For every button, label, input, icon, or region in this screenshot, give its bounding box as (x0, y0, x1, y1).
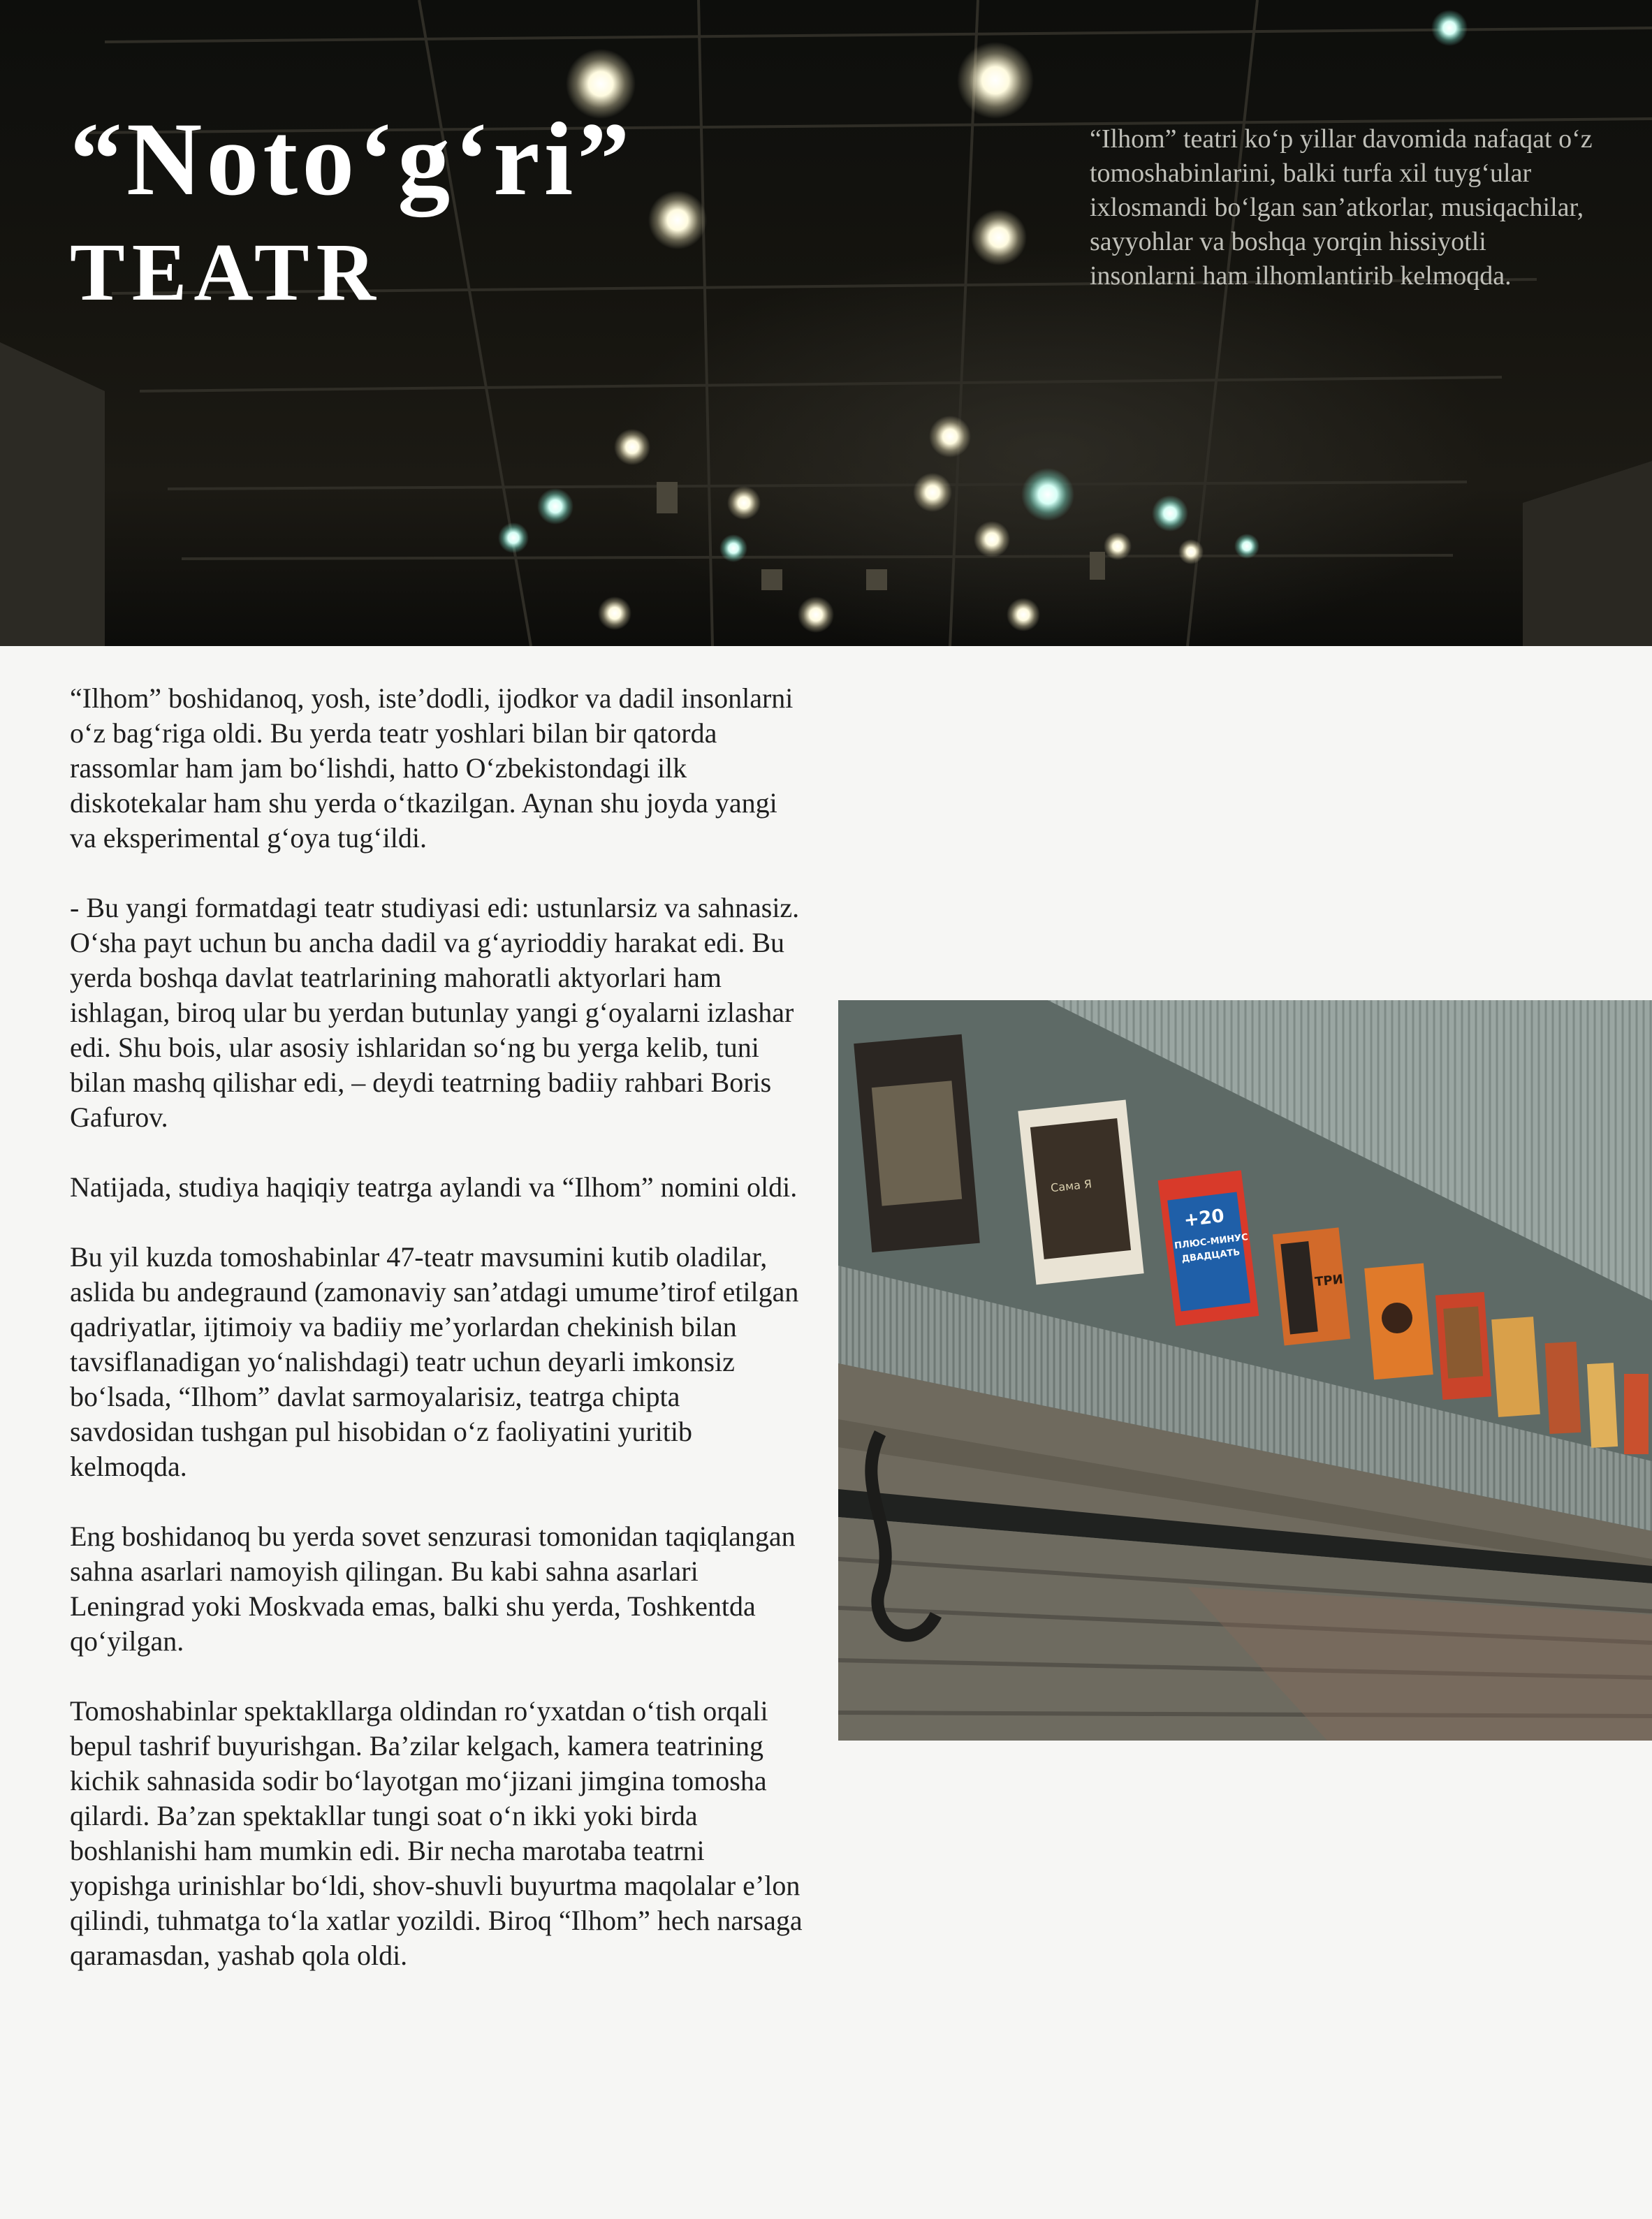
poster-8 (1545, 1342, 1581, 1434)
poster-3-number: +20 (1183, 1206, 1226, 1231)
poster-2-caption: Сама Я (1050, 1177, 1092, 1195)
header-photo (0, 0, 1652, 646)
stairway-photo (838, 1000, 1652, 1741)
poster-7 (1491, 1317, 1540, 1417)
paragraph-5: Eng boshidanoq bu yerda sovet senzurasi tomonidan taqiqlangan sahna asarlari namoyish qilingan. Bu kabi sahna asarlari Leningrad yoki Moskvada emas, balki shu yerda, Toshkentda qo‘yilgan. (70, 1521, 796, 1657)
title-line-teatr: TEATR (70, 226, 383, 318)
intro-text: “Ilhom” teatri ko‘p yillar davomida nafaqat o‘z tomoshabinlarini, balki turfa xil tuyg‘ular ixlosmandi bo‘lgan san’atkorlar, musiqachilar, sayyohlar va boshqa yorqin hissiyotli insonlarni ham ilhomlantirib kelmoqda. (1090, 124, 1593, 291)
poster-4-title: ТРИ (1314, 1272, 1344, 1290)
article-body (70, 681, 810, 2008)
paragraph-3: Natijada, studiya haqiqiy teatrga aylandi va “Ilhom” nomini oldi. (70, 1171, 798, 1203)
poster-10 (1624, 1374, 1649, 1454)
paragraph-4: Bu yil kuzda tomoshabinlar 47-teatr mavsumini kutib oladilar, aslida bu andegraund (zamonaviy san’atdagi umume’tirof etilgan qadriyatlar, ijtimoiy va badiiy me’yorlardan chekinish bilan tavsiflanadigan yo‘nalishdagi) teatr uchun deyarli imkonsiz bo‘lsada, “Ilhom” davlat sarmoyalarisiz, teatrga chipta savdosidan tushgan pul hisobidan o‘z faoliyatini yuritib kelmoqda. (70, 1241, 799, 1482)
page-title (70, 101, 634, 318)
theater-ceiling-lights (0, 0, 1652, 646)
paragraph-6: Tomoshabinlar spektakllarga oldindan ro‘yxatdan o‘tish orqali bepul tashrif buyurishgan. Ba’zilar kelgach, kamera teatrining kichik sahnasida sodir bo‘layotgan mo‘jizani jimgina tomosha qilardi. Ba’zan spektakllar tungi soat o‘n ikki yoki birda boshlanishi ham mumkin edi. Bir necha marotaba teatrni yopishga urinishlar bo‘ldi, shov-shuvli buyurtma maqolalar e’lon qilindi, tuhmatga to‘la xatlar yozildi. Biroq “Ilhom” hech narsaga qaramasdan, yashab qola oldi. (70, 1695, 803, 1971)
poster-3-title: ПЛЮС-МИНУС (1174, 1232, 1249, 1252)
paragraph-2: - Bu yangi formatdagi teatr studiyasi edi: ustunlarsiz va sahnasiz. O‘sha payt uchun bu ancha dadil va g‘ayrioddiy harakat edi. Bu yerda boshqa davlat teatrlarining mahoratli aktyorlari ham ishlagan, biroq ular bu yerdan butunlay yangi g‘oyalarni izlashar edi. Shu bois, ular asosiy ishlaridan so‘ng bu yerga kelib, tuni bilan mashq qilishar edi, – deydi teatrning badiiy rahbari Boris Gafurov. (70, 892, 800, 1133)
title-line-notogri: “Noto‘g‘ri” (70, 101, 634, 217)
poster-9 (1587, 1363, 1618, 1448)
poster-3-subtitle: ДВАДЦАТЬ (1180, 1247, 1241, 1265)
paragraph-1: “Ilhom” boshidanoq, yosh, iste’dodli, ijodkor va dadil insonlarni o‘z bag‘riga oldi. Bu yerda teatr yoshlari bilan bir qatorda rassomlar ham jam bo‘lishdi, hatto O‘zbekistondagi ilk diskotekalar ham shu yerda o‘tkazilgan. Aynan shu joyda yangi va eksperimental g‘oya tug‘ildi. (70, 682, 794, 854)
stairway-illustration (838, 1000, 1652, 1741)
